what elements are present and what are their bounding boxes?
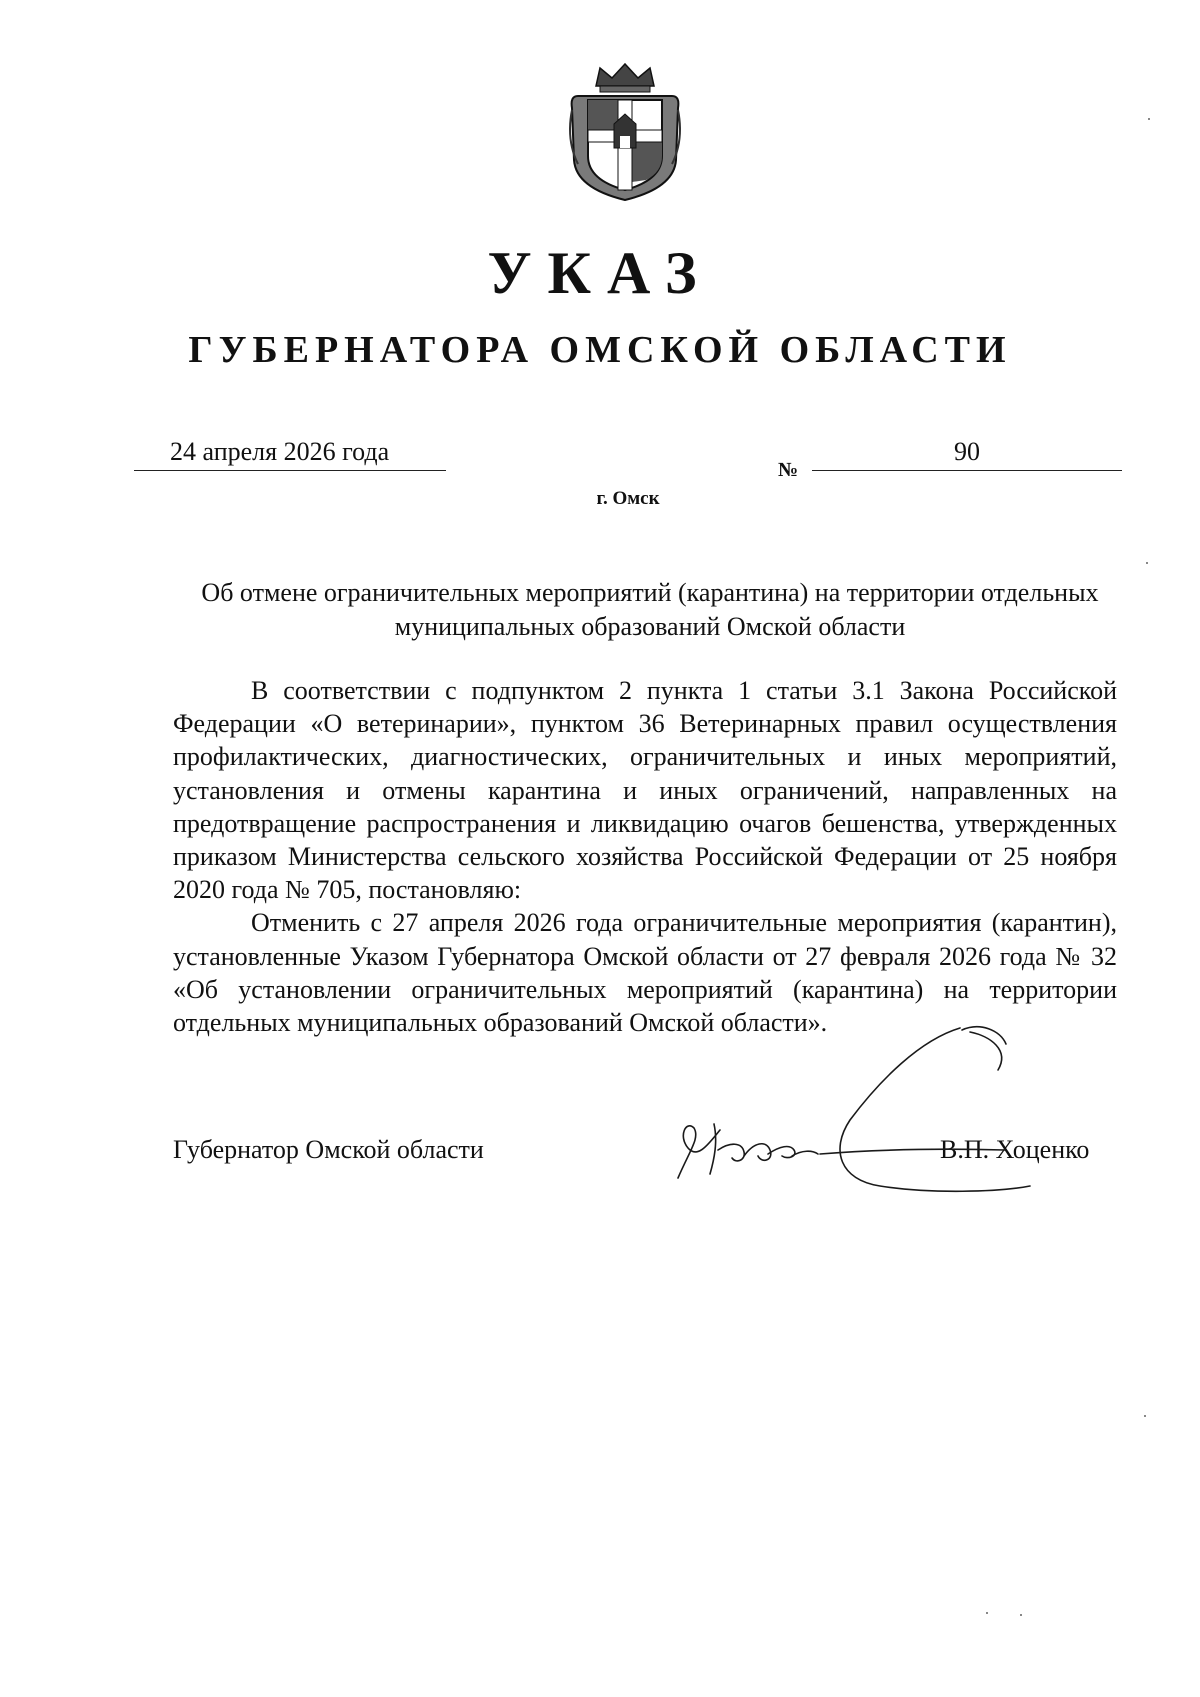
signatory-name: В.П. Хоценко [940, 1135, 1090, 1164]
document-subtitle: ГУБЕРНАТОРА ОМСКОЙ ОБЛАСТИ [188, 329, 1012, 371]
decree-body [173, 674, 1117, 1039]
signatory-title: Губернатор Омской области [173, 1135, 484, 1164]
city-label: г. Омск [596, 488, 660, 509]
scan-speck [1020, 1614, 1022, 1616]
decree-date: 24 апреля 2026 года [134, 434, 446, 471]
document-title: УКАЗ [487, 240, 713, 306]
paragraph: Отменить с 27 апреля 2026 года ограничительные мероприятия (карантин), установленные Указом Губернатора Омской области от 27 февраля 2026 года № 32 «Об установлении ограничительных мероприятий (карантина) на территории отдельных муниципальных образований Омской области». [173, 908, 1117, 1038]
handwritten-signature [670, 1010, 1060, 1210]
scan-speck [986, 1612, 988, 1614]
coat-of-arms-icon [566, 60, 684, 202]
scan-speck [1148, 118, 1150, 120]
decree-subject: Об отмене ограничительных мероприятий (карантина) на территории отдельных муниципальных образований Омской области [201, 578, 1099, 641]
decree-number: 90 [812, 434, 1122, 471]
number-sign: № [778, 459, 799, 481]
scan-speck [1146, 562, 1148, 564]
paragraph: В соответствии с подпунктом 2 пункта 1 статьи 3.1 Закона Российской Федерации «О ветеринарии», пунктом 36 Ветеринарных правил осуществления профилактических, диагностических, ограничительных и иных мероприятий, установления и отмены карантина и иных ограничений, направленных на предотвращение распространения и ликвидацию очагов бешенства, утвержденных приказом Министерства сельского хозяйства Российской Федерации от 25 ноября 2020 года № 705, постановляю: [173, 676, 1117, 905]
scan-speck [1144, 1415, 1146, 1417]
